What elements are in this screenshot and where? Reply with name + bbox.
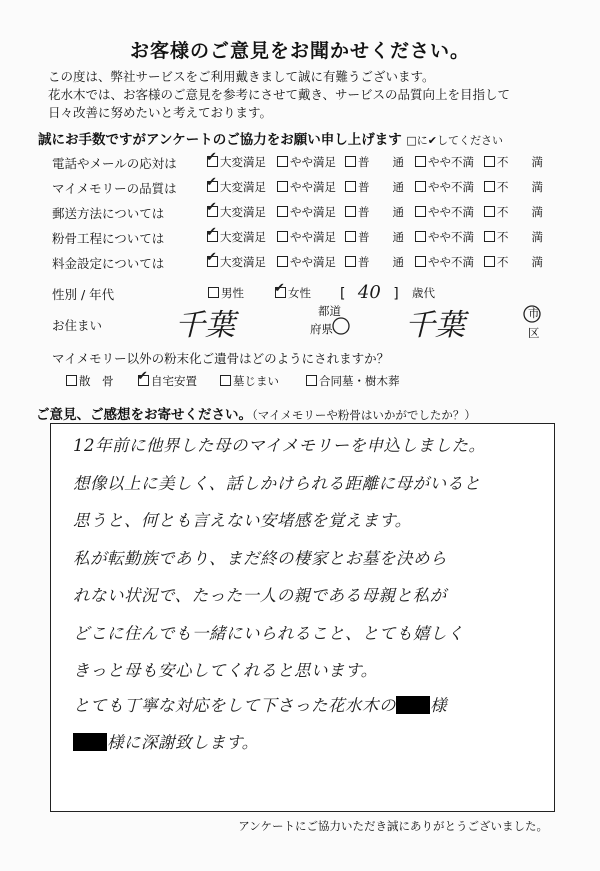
remains-option-label: 合同墓・樹木葬 xyxy=(319,374,400,388)
female-checkbox[interactable] xyxy=(275,287,286,298)
rating-option-label: 不 満 xyxy=(497,255,543,269)
rating-option[interactable] xyxy=(415,154,474,170)
remains-option[interactable] xyxy=(220,373,279,389)
rating-option[interactable] xyxy=(207,229,266,245)
rating-option[interactable] xyxy=(345,154,404,170)
rating-option-label: 普 通 xyxy=(358,230,404,244)
comment-line: 思うと、何とも言えない安堵感を覚えます。 xyxy=(73,511,412,530)
rating-checkbox[interactable] xyxy=(207,231,218,242)
rating-option[interactable] xyxy=(484,204,543,220)
comment-line: どこに住んでも一緒にいられること、とても嬉しく xyxy=(73,623,464,643)
age-field[interactable]: [ 40 ] xyxy=(340,282,399,303)
rating-checkbox[interactable] xyxy=(345,231,356,242)
comment-box[interactable] xyxy=(50,423,555,812)
rating-option-label: 大変満足 xyxy=(220,155,266,169)
rating-checkbox[interactable] xyxy=(415,156,426,167)
rating-option[interactable] xyxy=(207,204,266,220)
rating-row xyxy=(52,177,572,199)
rating-question-label: 郵送方法については xyxy=(52,206,165,221)
rating-option[interactable] xyxy=(415,179,474,195)
rating-checkbox[interactable] xyxy=(277,256,288,267)
rating-option[interactable] xyxy=(484,179,543,195)
remains-checkbox[interactable] xyxy=(138,375,149,386)
rating-option-label: やや満足 xyxy=(290,205,336,219)
rating-option-label: やや満足 xyxy=(290,255,336,269)
comment-prompt-text: ご意見、ご感想をお寄せください。 xyxy=(36,407,252,423)
rating-checkbox[interactable] xyxy=(415,206,426,217)
city-suffix-top: 市 xyxy=(528,306,540,320)
rating-option[interactable] xyxy=(277,254,336,270)
age-suffix: 歳代 xyxy=(412,286,435,300)
rating-option[interactable] xyxy=(207,179,266,195)
comment-line: 想像以上に美しく、話しかけられる距離に母がいると xyxy=(73,473,481,493)
rating-option-label: 不 満 xyxy=(497,180,543,194)
city-handwritten[interactable]: 千葉 xyxy=(405,308,465,343)
comment-line-8-text: とても丁寧な対応をして下さった花水木の xyxy=(73,696,396,715)
rating-checkbox[interactable] xyxy=(207,156,218,167)
rating-option-label: 普 通 xyxy=(358,180,404,194)
rating-checkbox[interactable] xyxy=(345,256,356,267)
address-label: お住まい xyxy=(52,318,103,333)
rating-question-label: 電話やメールの応対は xyxy=(52,156,177,171)
rating-option[interactable] xyxy=(415,204,474,220)
comment-line-9 xyxy=(73,729,259,753)
remains-option-label: 散 骨 xyxy=(79,374,114,388)
comment-prompt xyxy=(36,403,476,423)
rating-question-label: 料金設定については xyxy=(52,256,165,271)
comment-line: れない状況で、たった一人の親である母親と私が xyxy=(73,586,447,605)
rating-option[interactable] xyxy=(207,154,266,170)
rating-checkbox[interactable] xyxy=(345,181,356,192)
rating-checkbox[interactable] xyxy=(277,181,288,192)
remains-question: マイメモリー以外の粉末化ご遺骨はどのようにされますか？ xyxy=(52,351,390,366)
rating-question-label: マイメモリーの品質は xyxy=(52,181,177,196)
survey-prompt xyxy=(38,128,503,148)
rating-checkbox[interactable] xyxy=(277,206,288,217)
comment-prompt-sub: （マイメモリーや粉骨はいかがでしたか？） xyxy=(252,408,476,422)
redacted-name xyxy=(396,696,430,714)
rating-checkbox[interactable] xyxy=(207,206,218,217)
age-value: 40 xyxy=(357,282,381,303)
comment-line: 私が転勤族であり、まだ終の棲家とお墓を決めら xyxy=(73,548,447,568)
comment-line-9-text: 様に深謝致します。 xyxy=(107,733,259,752)
pref-circle-mark xyxy=(331,316,351,336)
rating-option-label: やや満足 xyxy=(290,180,336,194)
rating-option-label: やや満足 xyxy=(290,155,336,169)
rating-option-label: やや不満 xyxy=(428,255,474,269)
rating-option[interactable] xyxy=(277,229,336,245)
rating-option-label: やや不満 xyxy=(428,205,474,219)
gender-male-option[interactable] xyxy=(208,285,244,301)
female-label: 女性 xyxy=(288,286,311,300)
intro-line-2: 花水木では、お客様のご意見を参考にさせて戴き、サービスの品質向上を目指して xyxy=(48,87,511,102)
remains-option[interactable] xyxy=(66,373,114,389)
rating-question-label: 粉骨工程については xyxy=(52,231,165,246)
remains-checkbox[interactable] xyxy=(66,375,77,386)
male-checkbox[interactable] xyxy=(208,287,219,298)
rating-checkbox[interactable] xyxy=(207,181,218,192)
remains-checkbox[interactable] xyxy=(220,375,231,386)
rating-option-label: やや満足 xyxy=(290,230,336,244)
intro-line-3: 日々改善に努めたいと考えております。 xyxy=(48,105,273,120)
rating-checkbox[interactable] xyxy=(484,256,495,267)
rating-option-label: 普 通 xyxy=(358,205,404,219)
rating-option[interactable] xyxy=(415,254,474,270)
footer-thanks: アンケートにご協力いただき誠にありがとうございました。 xyxy=(238,819,548,833)
rating-checkbox[interactable] xyxy=(484,231,495,242)
rating-option[interactable] xyxy=(345,229,404,245)
comment-line: 12年前に他界した母のマイメモリーを申込しました。 xyxy=(73,436,486,455)
rating-checkbox[interactable] xyxy=(484,206,495,217)
remains-option-label: 自宅安置 xyxy=(151,374,197,388)
rating-checkbox[interactable] xyxy=(277,231,288,242)
rating-option[interactable] xyxy=(484,154,543,170)
rating-option-label: 大変満足 xyxy=(220,180,266,194)
rating-checkbox[interactable] xyxy=(484,181,495,192)
rating-option-label: 大変満足 xyxy=(220,230,266,244)
rating-checkbox[interactable] xyxy=(415,231,426,242)
rating-option-label: やや不満 xyxy=(428,180,474,194)
rating-checkbox[interactable] xyxy=(345,156,356,167)
rating-option[interactable] xyxy=(484,229,543,245)
remains-option[interactable] xyxy=(138,373,197,389)
comment-line: きっと母も安心してくれると思います。 xyxy=(73,661,378,680)
survey-hint: □に✔してください xyxy=(406,134,504,147)
rating-checkbox[interactable] xyxy=(484,156,495,167)
rating-row xyxy=(52,202,572,224)
remains-option[interactable] xyxy=(306,373,400,389)
rating-row xyxy=(52,152,572,174)
rating-checkbox[interactable] xyxy=(345,206,356,217)
pref-suffix-bottom: 府県 xyxy=(310,322,333,336)
gender-female-option[interactable] xyxy=(275,285,311,301)
redacted-name xyxy=(73,733,107,751)
intro-text xyxy=(48,68,510,122)
rating-checkbox[interactable] xyxy=(415,256,426,267)
rating-option[interactable] xyxy=(345,254,404,270)
rating-checkbox[interactable] xyxy=(207,256,218,267)
rating-option-label: 不 満 xyxy=(497,205,543,219)
rating-row xyxy=(52,252,572,274)
rating-option[interactable] xyxy=(277,179,336,195)
comment-line-8 xyxy=(73,692,447,716)
rating-option-label: 不 満 xyxy=(497,155,543,169)
remains-checkbox[interactable] xyxy=(306,375,317,386)
rating-option[interactable] xyxy=(207,254,266,270)
male-label: 男性 xyxy=(221,286,244,300)
rating-option[interactable] xyxy=(277,204,336,220)
gender-age-label: 性別 / 年代 xyxy=(52,287,115,302)
rating-option[interactable] xyxy=(345,179,404,195)
city-suffix-bottom: 区 xyxy=(528,326,540,340)
rating-option[interactable] xyxy=(415,229,474,245)
rating-option-label: やや不満 xyxy=(428,230,474,244)
rating-option[interactable] xyxy=(277,154,336,170)
pref-suffix-top: 都道 xyxy=(318,304,341,318)
page-title: お客様のご意見をお聞かせください。 xyxy=(129,40,470,62)
survey-prompt-text: 誠にお手数ですがアンケートのご協力をお願い申し上げます xyxy=(38,132,402,148)
rating-option-label: やや不満 xyxy=(428,155,474,169)
rating-row xyxy=(52,227,572,249)
rating-option-label: 不 満 xyxy=(497,230,543,244)
remains-option-label: 墓じまい xyxy=(233,374,279,388)
rating-option-label: 大変満足 xyxy=(220,205,266,219)
rating-option-label: 普 通 xyxy=(358,155,404,169)
comment-line-8-suffix: 様 xyxy=(430,696,447,715)
rating-checkbox[interactable] xyxy=(277,156,288,167)
rating-option-label: 普 通 xyxy=(358,255,404,269)
rating-option[interactable] xyxy=(484,254,543,270)
prefecture-handwritten[interactable]: 千葉 xyxy=(175,308,235,343)
rating-option[interactable] xyxy=(345,204,404,220)
rating-option-label: 大変満足 xyxy=(220,255,266,269)
intro-line-1: この度は、弊社サービスをご利用戴きまして誠に有難うございます。 xyxy=(48,69,435,84)
rating-checkbox[interactable] xyxy=(415,181,426,192)
